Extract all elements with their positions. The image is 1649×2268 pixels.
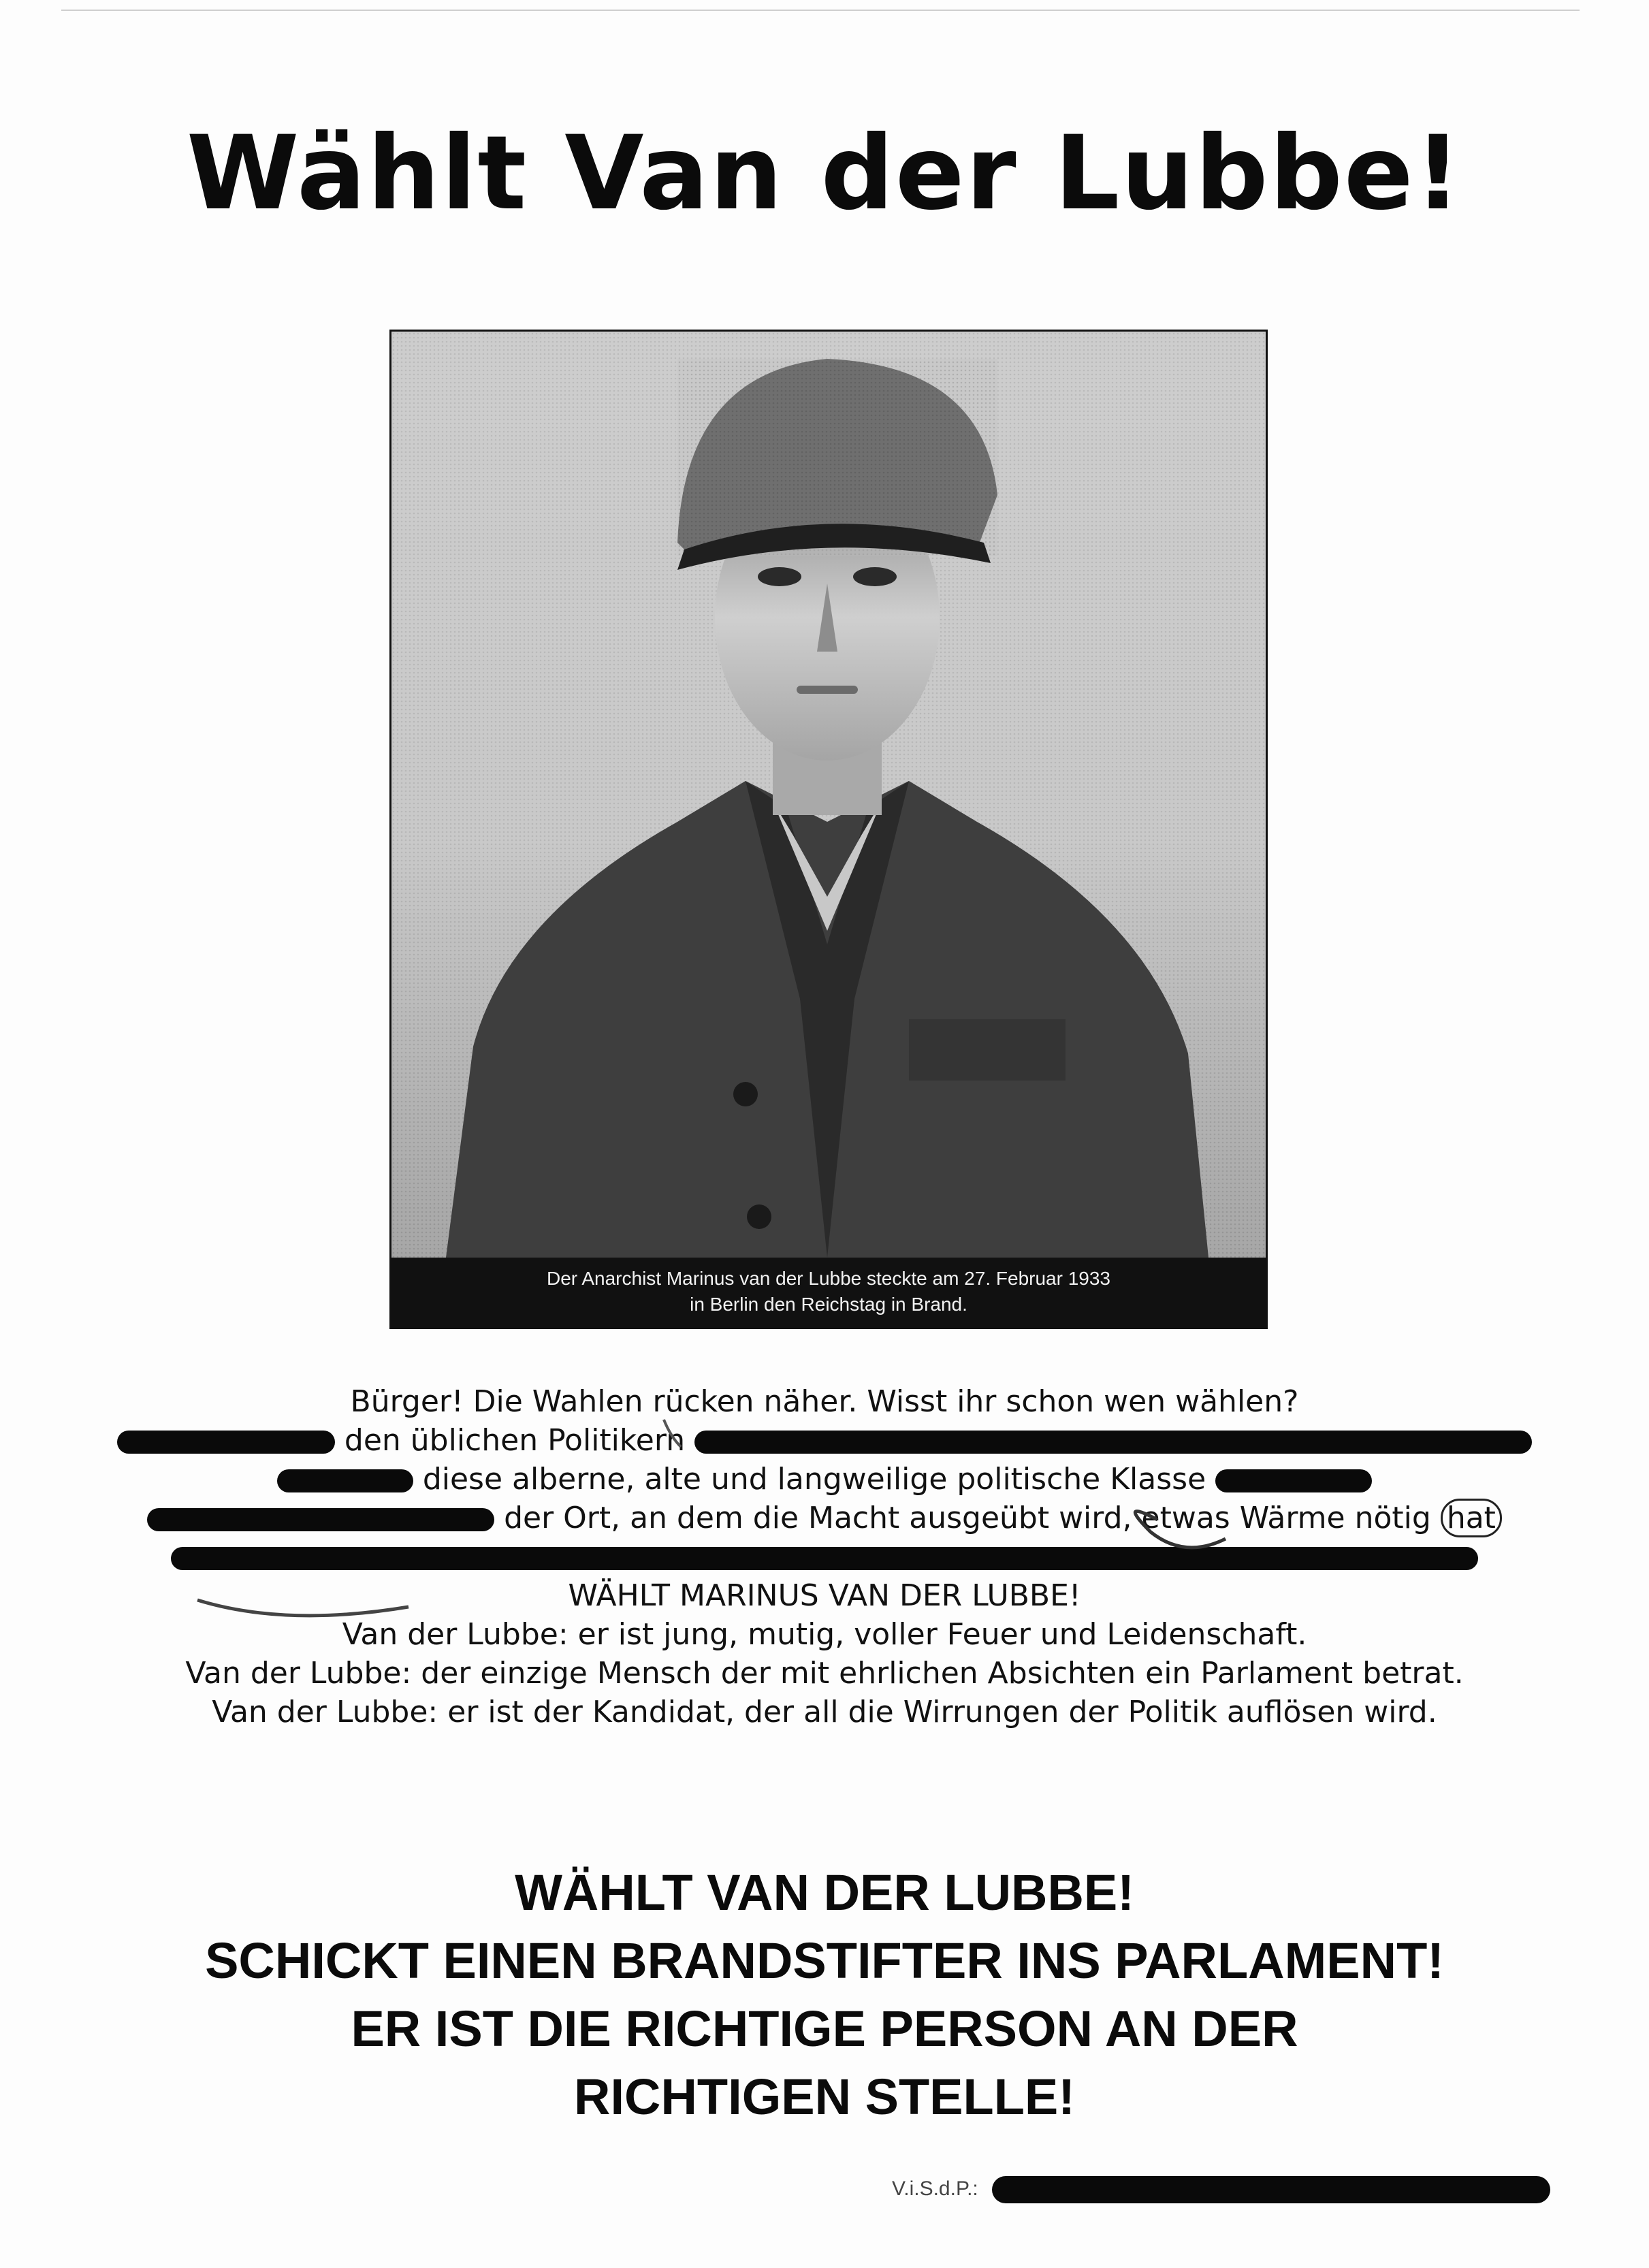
redaction-mark bbox=[1215, 1469, 1372, 1492]
body-line-3-text: diese alberne, alte und langweilige politische Klasse bbox=[422, 1462, 1206, 1497]
caption-line-2: in Berlin den Reichstag in Brand. bbox=[690, 1294, 967, 1315]
body-line-3 bbox=[95, 1460, 1554, 1499]
redaction-mark bbox=[992, 2176, 1550, 2203]
portrait-photo bbox=[389, 330, 1268, 1329]
headline: Wählt Van der Lubbe! bbox=[186, 114, 1463, 233]
slogan-3: ER IST DIE RICHTIGE PERSON AN DER bbox=[351, 2000, 1298, 2057]
body-line-2 bbox=[95, 1421, 1554, 1460]
body-line-2-text: den üblichen Politikern bbox=[344, 1423, 686, 1458]
body-line-4-text-b: etwas Wärme nötig bbox=[1141, 1501, 1431, 1535]
redaction-mark bbox=[694, 1431, 1532, 1454]
slogans bbox=[95, 1859, 1554, 2131]
redaction-mark bbox=[277, 1469, 413, 1492]
redaction-mark bbox=[117, 1431, 335, 1454]
body-line-5 bbox=[95, 1537, 1554, 1576]
body-line-4-text-a: der Ort, an dem die Macht ausgeübt wird, bbox=[504, 1501, 1132, 1535]
body-line-1: Bürger! Die Wahlen rücken näher. Wisst ihr schon wen wählen? bbox=[350, 1384, 1299, 1419]
visdp-footer bbox=[892, 2176, 1580, 2210]
photo-caption bbox=[391, 1258, 1266, 1327]
paper-edge bbox=[61, 10, 1580, 11]
slogan-1: WÄHLT VAN DER LUBBE! bbox=[515, 1864, 1134, 1921]
redaction-mark bbox=[171, 1547, 1478, 1570]
body-line-8: Van der Lubbe: der einzige Mensch der mit ehrlichen Absichten ein Parlament betrat. bbox=[185, 1656, 1464, 1691]
caption-line-1: Der Anarchist Marinus van der Lubbe steckte am 27. Februar 1933 bbox=[547, 1268, 1110, 1289]
body-text bbox=[95, 1382, 1554, 1731]
redaction-mark bbox=[147, 1508, 494, 1531]
body-line-7: Van der Lubbe: er ist jung, mutig, voller Feuer und Leidenschaft. bbox=[342, 1617, 1307, 1652]
slogan-2: SCHICKT EINEN BRANDSTIFTER INS PARLAMENT! bbox=[205, 1932, 1444, 1989]
circled-word: hat bbox=[1441, 1499, 1502, 1537]
visdp-label: V.i.S.d.P.: bbox=[892, 2177, 978, 2200]
slogan-4: RICHTIGEN STELLE! bbox=[574, 2069, 1075, 2125]
body-line-9: Van der Lubbe: er ist der Kandidat, der all die Wirrungen der Politik auflösen wird. bbox=[212, 1695, 1437, 1729]
body-line-4 bbox=[95, 1499, 1554, 1537]
body-line-6: WÄHLT MARINUS VAN DER LUBBE! bbox=[568, 1578, 1081, 1613]
portrait-image bbox=[391, 332, 1266, 1258]
